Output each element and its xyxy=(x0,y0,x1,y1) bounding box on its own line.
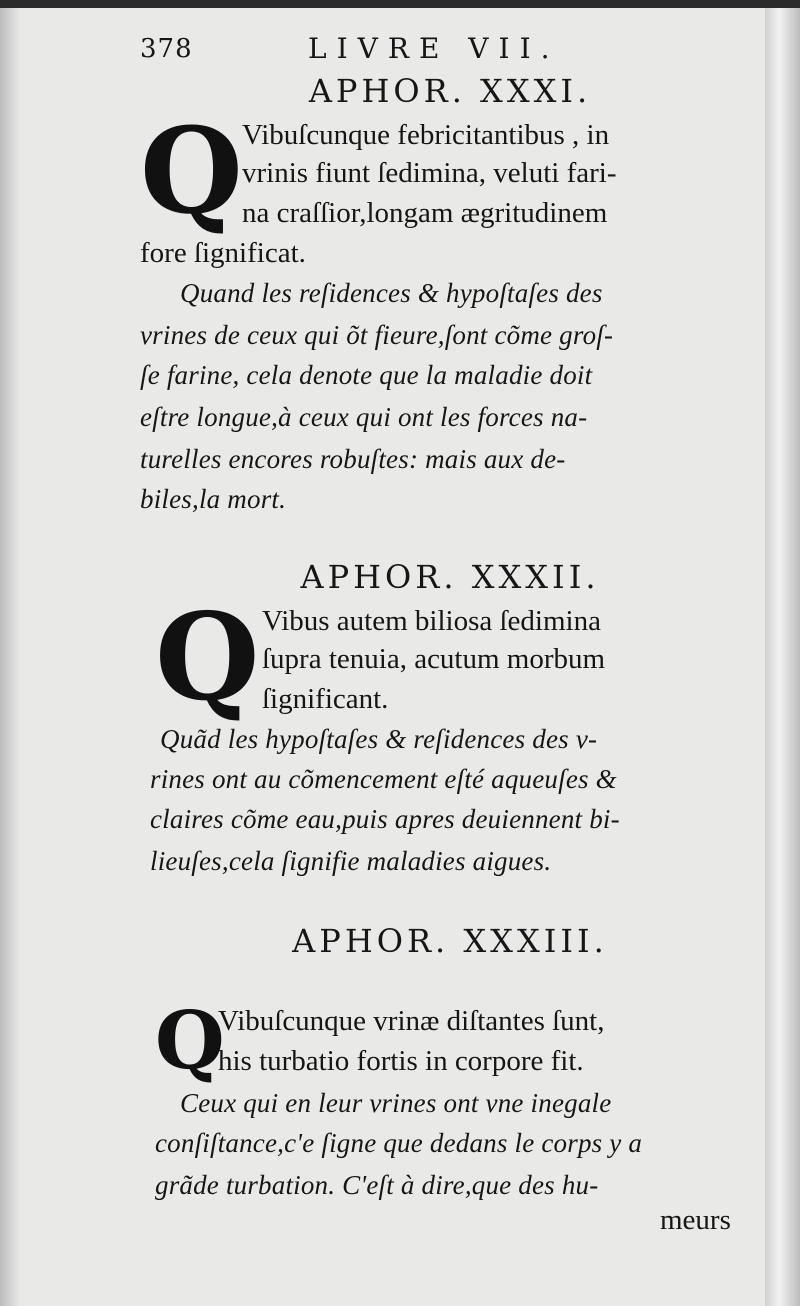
french-line: conſiſtance,c'e ſigne que dedans le corps y a xyxy=(155,1128,643,1158)
french-line: turelles encores robuſtes: mais aux de- xyxy=(140,444,566,474)
french-line: eſtre longue,à ceux qui ont les forces na- xyxy=(140,402,588,432)
latin-line: ſignificant. xyxy=(262,683,389,715)
french-line: Ceux qui en leur vrines ont vne inegale xyxy=(180,1088,612,1118)
latin-line: vrinis fiunt ſedimina, veluti fari- xyxy=(242,157,617,189)
drop-cap: Q xyxy=(140,101,243,240)
french-line: Quand les reſidences & hypoſtaſes des xyxy=(180,278,603,308)
latin-line: his turbatio fortis in corpore fit. xyxy=(218,1045,584,1077)
french-line: ſe farine, cela denote que la maladie doit xyxy=(140,360,593,390)
french-line: biles,la mort. xyxy=(140,484,287,514)
drop-cap: Q xyxy=(155,587,260,728)
aphorism-title: APHOR. XXXII. xyxy=(300,558,600,596)
aphorism-title: APHOR. XXXI. xyxy=(308,72,592,110)
page-number: 378 xyxy=(140,34,193,64)
french-line: rines ont au cõmencement eſté aqueuſes & xyxy=(150,764,617,794)
gutter-shadow xyxy=(0,0,20,1306)
running-head: LIVRE VII. xyxy=(308,32,560,65)
page-edge xyxy=(765,0,800,1306)
drop-cap: Q xyxy=(155,993,225,1087)
latin-line: ſupra tenuia, acutum morbum xyxy=(262,643,606,675)
latin-line: fore ſignificat. xyxy=(140,237,306,269)
french-line: Quãd les hypoſtaſes & reſidences des v- xyxy=(160,724,598,754)
scan-border xyxy=(0,0,800,8)
french-line: grãde turbation. C'eſt à dire,que des hu- xyxy=(155,1170,599,1200)
latin-line: Vibuſcunque vrinæ diſtantes ſunt, xyxy=(218,1005,605,1037)
latin-line: na craſſior,longam ægritudinem xyxy=(242,197,608,229)
catchword: meurs xyxy=(660,1204,731,1236)
aphorism-title: APHOR. XXXIII. xyxy=(292,922,608,960)
french-line: claires cõme eau,puis apres deuiennent bi- xyxy=(150,804,620,834)
french-line: vrines de ceux qui õt fieure,ſont cõme groſ- xyxy=(140,320,614,350)
latin-line: Vibuſcunque febricitantibus , in xyxy=(242,119,610,151)
latin-line: Vibus autem biliosa ſedimina xyxy=(262,605,601,637)
french-line: lieuſes,cela ſignifie maladies aigues. xyxy=(150,846,552,876)
page-header xyxy=(140,30,740,70)
